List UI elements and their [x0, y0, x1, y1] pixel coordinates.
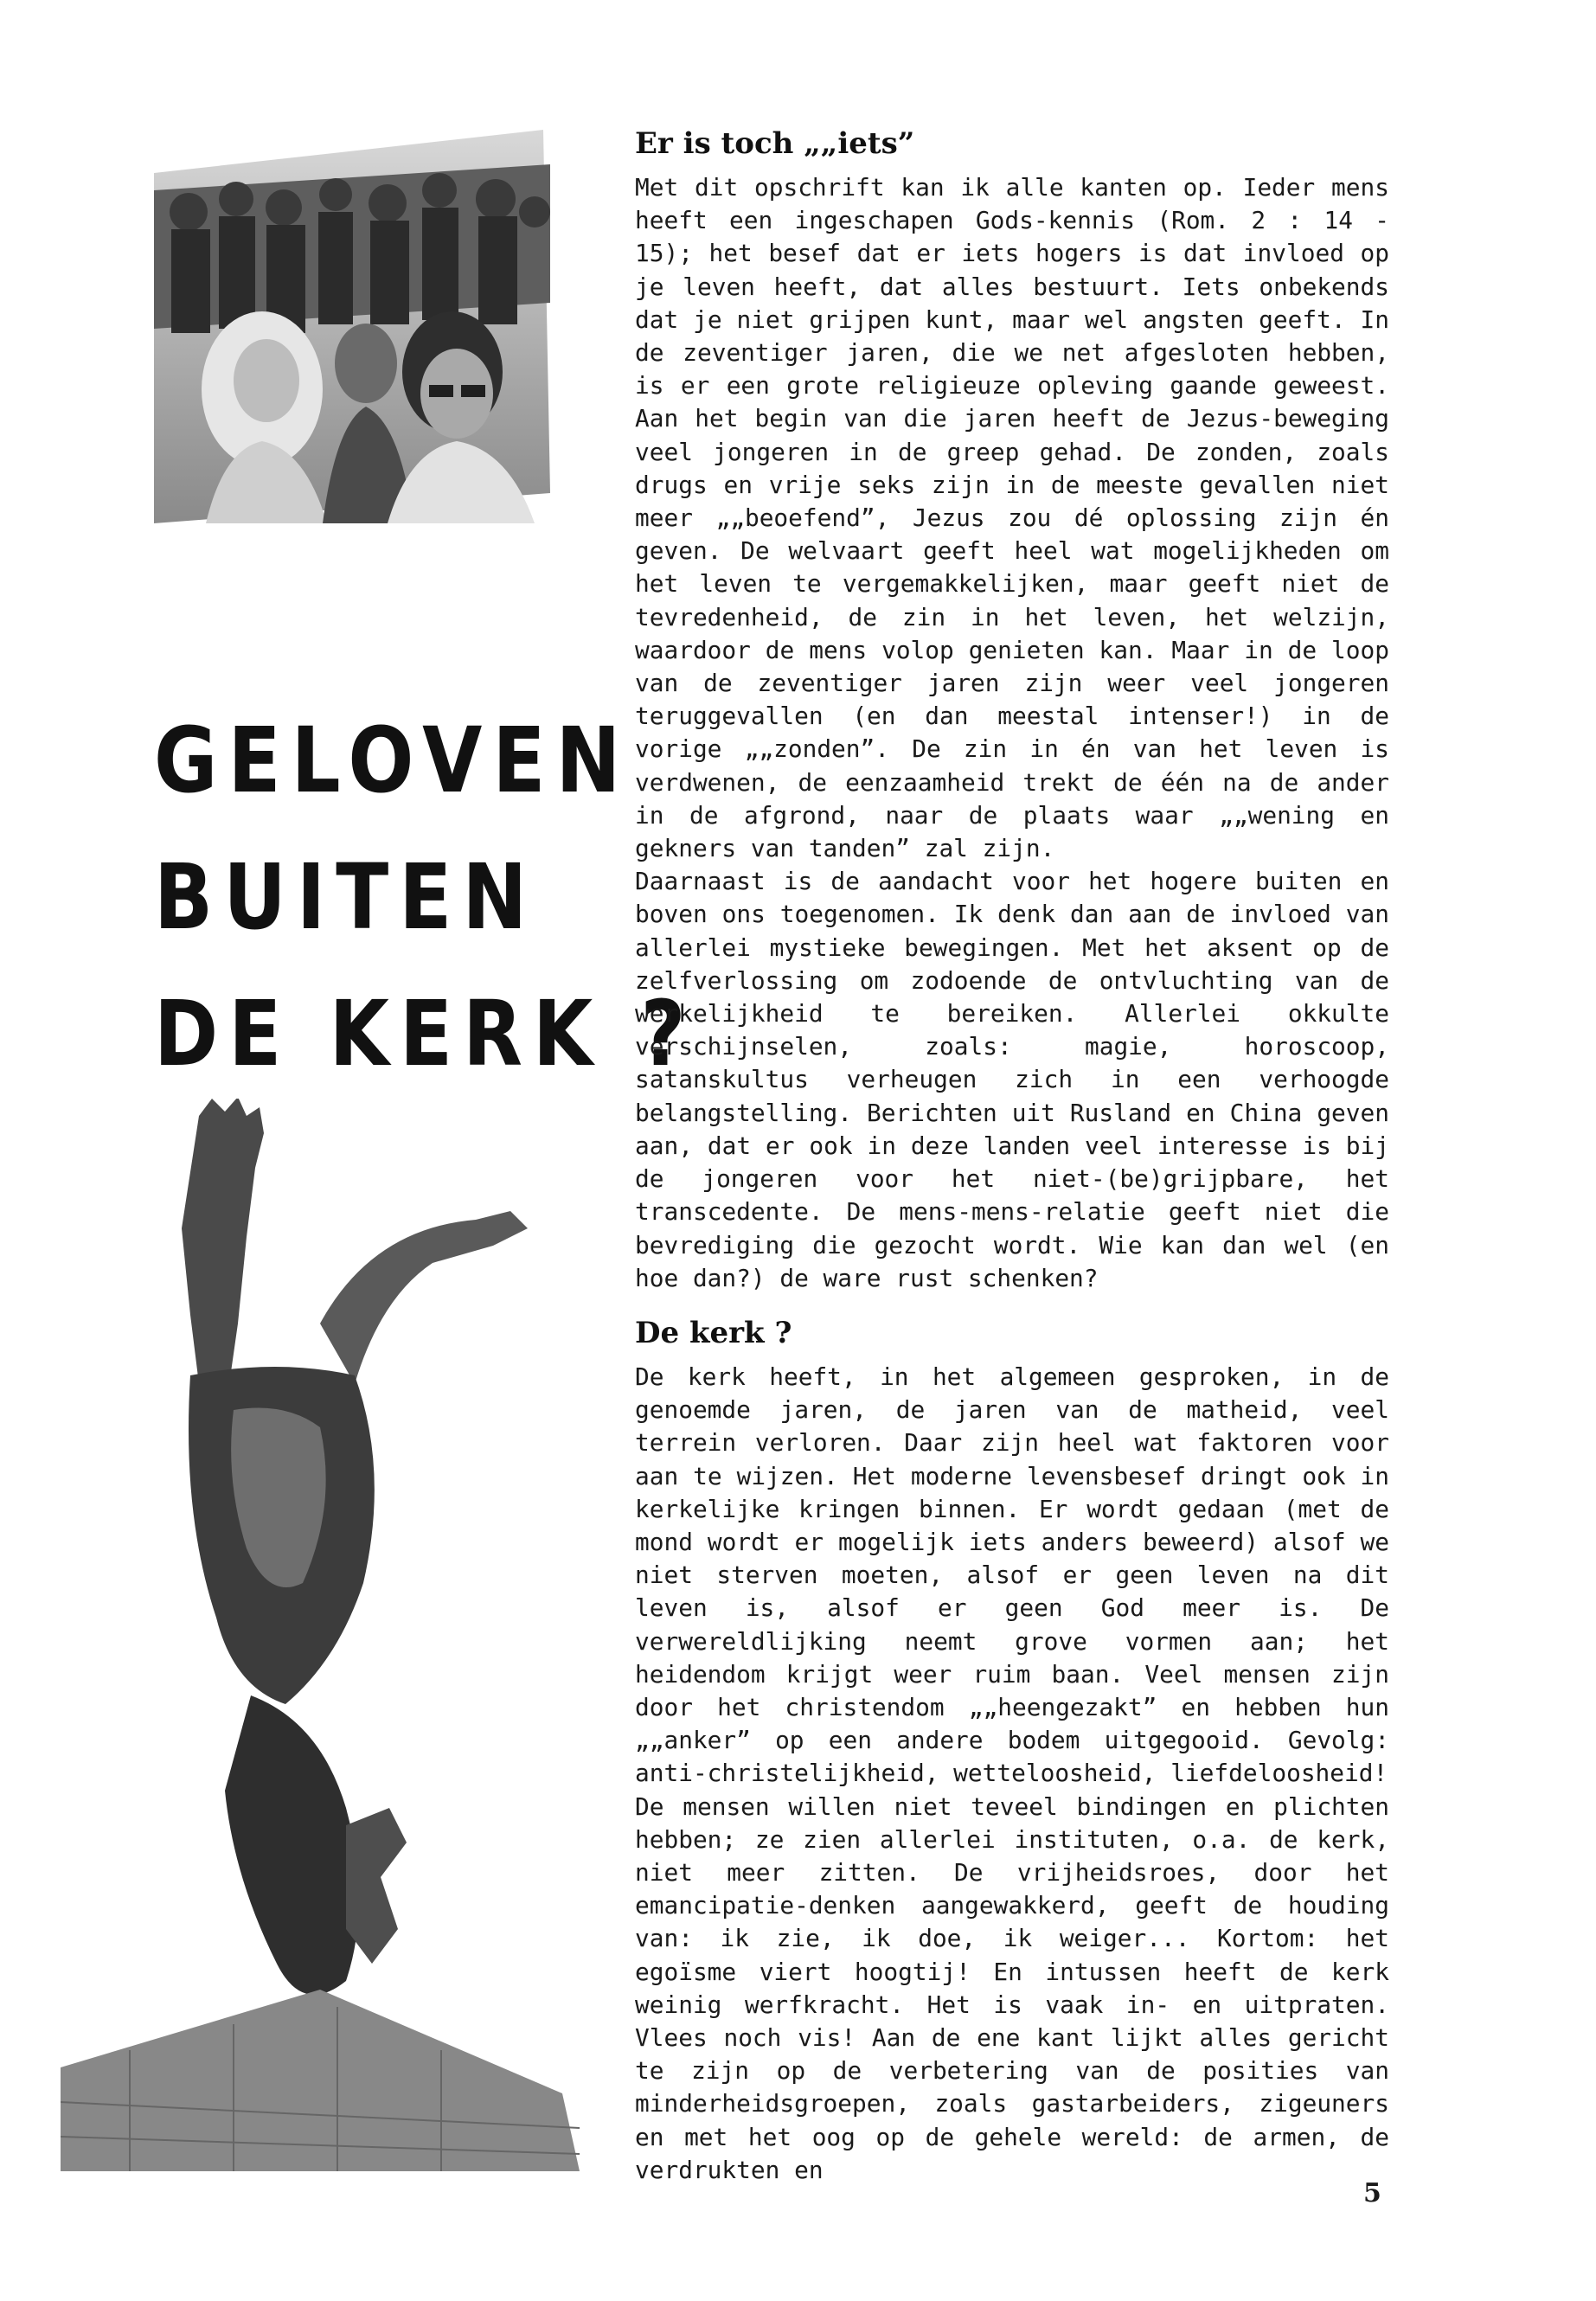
- paragraph: De mensen willen niet teveel bindingen en plichten hebben; ze zien allerlei instituten, o.a. de kerk, niet meer zitten. De vrijheidsroes, door het emancipatie-denken aangewakkerd, geeft de houding van: ik zie, ik doe, ik weiger... Kortom: het egoïsme viert hoogtij! En intussen heeft de kerk weinig werfkracht. Het is vaak in- en uitpraten. Vlees noch vis! Aan de ene kant lijkt alles gericht te zijn op de verbetering van de posities van minderheidsgroepen, zoals gastarbeiders, zigeuners en met het oog op de gehele wereld: de armen, de verdrukten en: [635, 1791, 1389, 2184]
- headline-line-1: GELOVEN: [154, 708, 631, 813]
- headline-line-3: DE KERK ?: [154, 981, 696, 1086]
- statue-photo: [61, 1099, 614, 2171]
- paragraph: De kerk heeft, in het algemeen gesproken, in de genoemde jaren, de jaren van de matheid, veel terrein verloren. Daar zijn heel wat faktoren voor aan te wijzen. Het moderne levensbesef dringt ook in kerkelijke kringen binnen. Er wordt gedaan (met de mond wordt er mogelijk iets anders beweerd) alsof we niet sterven moeten, alsof er geen leven na dit leven is, alsof er geen God meer is. De verwereldlijking neemt grove vormen aan; het heidendom krijgt weer ruim baan. Veel mensen zijn door het christendom „„heengezakt” en hebben hun „„anker” op een andere bodem uitgegooid. Gevolg: anti-christelijkheid, wetteloosheid, liefdeloosheid!: [635, 1362, 1389, 1788]
- headline-line-2: BUITEN: [154, 844, 538, 950]
- article-column: [635, 126, 1389, 2187]
- section-title-kerk: De kerk ?: [635, 1315, 792, 1350]
- paragraph: Met dit opschrift kan ik alle kanten op. Ieder mens heeft een ingeschapen Gods-kennis (Rom. 2 : 14 - 15); het besef dat er iets hogers is dat invloed op je leven heeft, dat alles bestuurt. Iets onbekends dat je niet grijpen kunt, maar wel angsten geeft. In de zeventiger jaren, die we net afgesloten hebben, is er een grote religieuze opleving gaande geweest. Aan het begin van die jaren heeft de Jezus-beweging veel jongeren in de greep gehad. De zonden, zoals drugs en vrije seks zijn in de meeste gevallen niet meer „„beoefend”, Jezus zou dé oplossing zijn én geven. De welvaart geeft heel wat mogelijkheden om het leven te vergemakkelijken, maar geeft niet de tevredenheid, de zin in het leven, het welzijn, waardoor de mens volop genieten kan. Maar in de loop van de zeventiger jaren zijn weer veel jongeren teruggevallen (en dan meestal intenser!) in de vorige „„zonden”. De zin in én van het leven is verdwenen, de eenzaamheid trekt de één na de ander in de afgrond, naar de plaats waar „„wening en gekners van tanden” zal zijn.: [635, 173, 1389, 863]
- headline: [154, 692, 696, 1102]
- page-number: 5: [1363, 2178, 1381, 2208]
- section-title-iets: Er is toch „„iets”: [635, 126, 915, 161]
- crowd-photo: [154, 130, 550, 523]
- paragraph: Daarnaast is de aandacht voor het hogere buiten en boven ons toegenomen. Ik denk dan aan de invloed van allerlei mystieke bewegingen. Met het aksent op de zelfverlossing om zodoende de ontvluchting van de werkelijkheid te bereiken. Allerlei okkulte verschijnselen, zoals: magie, horoscoop, satanskultus verheugen zich in een verhoogde belangstelling. Berichten uit Rusland en China geven aan, dat er ook in deze landen veel interesse is bij de jongeren voor het niet-(be)grijpbare, het transcedente. De mens-mens-relatie geeft niet die bevrediging die gezocht wordt. Wie kan dan wel (en hoe dan?) de ware rust schenken?: [635, 867, 1389, 1292]
